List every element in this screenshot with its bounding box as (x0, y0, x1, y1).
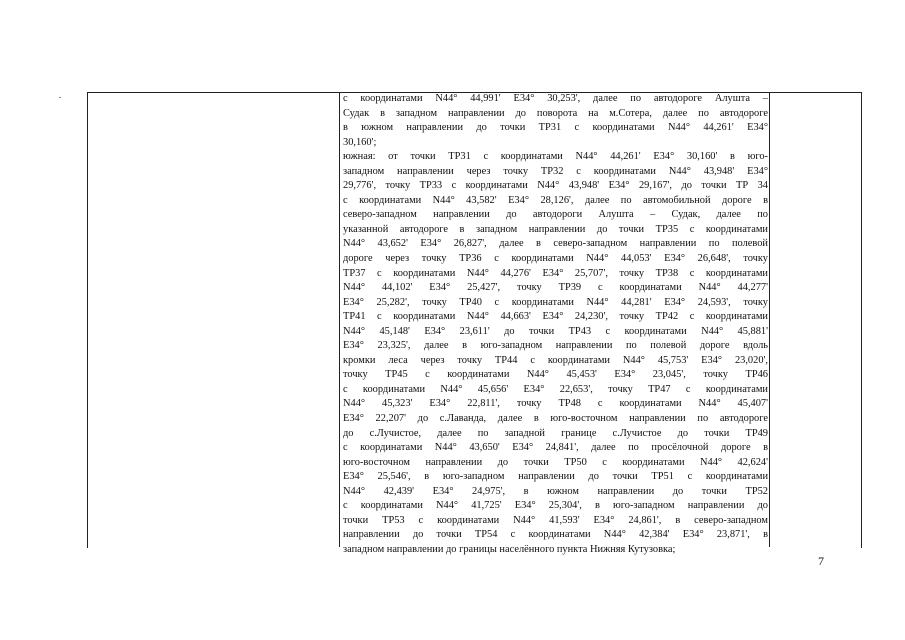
text-line: 30,160'; (343, 136, 377, 148)
text-line: Судак в западном направлении до поворота на м.Сотера, далее по автодороге (343, 107, 768, 119)
text-line: N44° 43,652' E34° 26,827', далее в северо-западном направлении по полевой (343, 238, 768, 250)
text-line: южная: от точки ТР31 с координатами N44° 44,261' E34° 30,160' в юго- (343, 151, 768, 163)
text-line: с координатами N44° 43,650' E34° 24,841', далее по просёлочной дороге в (343, 442, 768, 454)
text-line: ТР37 с координатами N44° 44,276' E34° 25,707', точку ТР38 с координатами (343, 267, 768, 279)
text-line: E34° 23,325', далее в юго-западном направлении по полевой дороге вдоль (343, 340, 768, 352)
text-line: N44° 45,148' E34° 23,611' до точки ТР43 с координатами N44° 45,881' (343, 325, 768, 337)
page-number: 7 (818, 554, 824, 568)
text-line: дороге через точку ТР36 с координатами N44° 44,053' E34° 26,648', точку (343, 253, 768, 265)
text-line: 29,776', точку ТР33 с координатами N44° 43,948' E34° 29,167', до точки ТР 34 (343, 180, 768, 192)
text-line: N44° 42,439' E34° 24,975', в южном направлении до точки ТР52 (343, 485, 768, 497)
text-line: с координатами N44° 44,991' E34° 30,253', далее по автодороге Алушта – (343, 93, 768, 104)
boundary-description-cell (343, 92, 768, 558)
text-line: направлении до точки ТР54 с координатами N44° 42,384' E34° 23,871', в (343, 529, 768, 541)
text-line: указанной автодороге в западном направлении до точки ТР35 с координатами (343, 223, 768, 235)
text-line: северо-западном направлении до автодороги Алушта – Судак, далее по (343, 209, 768, 221)
text-line: западном направлении до границы населённого пункта Нижняя Кутузовка; (343, 543, 676, 555)
text-line: точки ТР53 с координатами N44° 41,593' E34° 24,861', в северо-западном (343, 514, 768, 526)
text-line: N44° 45,323' E34° 22,811', точку ТР48 с координатами N44° 45,407' (343, 398, 768, 410)
text-line: с координатами N44° 43,582' E34° 28,126', далее по автомобильной дороге в (343, 194, 768, 206)
text-line: западном направлении через точку ТР32 с координатами N44° 43,948' E34° (343, 165, 768, 177)
text-line: E34° 22,207' до с.Лаванда, далее в юго-восточном направлении по автодороге (343, 413, 768, 425)
text-line: юго-восточном направлении до точки ТР50 с координатами N44° 42,624' (343, 456, 768, 468)
text-line: в южном направлении до точки ТР31 с координатами N44° 44,261' E34° (343, 122, 768, 134)
text-line: E34° 25,546', в юго-западном направлении до точки ТР51 с координатами (343, 471, 768, 483)
column-divider-2 (769, 92, 770, 547)
text-line: до с.Лучистое, далее по западной границе с.Лучистое до точки ТР49 (343, 427, 768, 439)
scan-speck (59, 97, 61, 98)
text-line: N44° 44,102' E34° 25,427', точку ТР39 с координатами N44° 44,277' (343, 282, 768, 294)
text-line: ТР41 с координатами N44° 44,663' E34° 24,230', точку ТР42 с координатами (343, 311, 768, 323)
text-line: с координатами N44° 45,656' E34° 22,653', точку ТР47 с координатами (343, 383, 768, 395)
text-line: кромки леса через точку ТР44 с координатами N44° 45,753' E34° 23,020', (343, 354, 768, 366)
text-line: точку ТР45 с координатами N44° 45,453' E34° 23,045', точку ТР46 (343, 369, 768, 381)
column-divider-1 (339, 92, 340, 547)
text-line: E34° 25,282', точку ТР40 с координатами N44° 44,281' E34° 24,593', точку (343, 296, 768, 308)
text-line: с координатами N44° 41,725' E34° 25,304', в юго-западном направлении до (343, 500, 768, 512)
